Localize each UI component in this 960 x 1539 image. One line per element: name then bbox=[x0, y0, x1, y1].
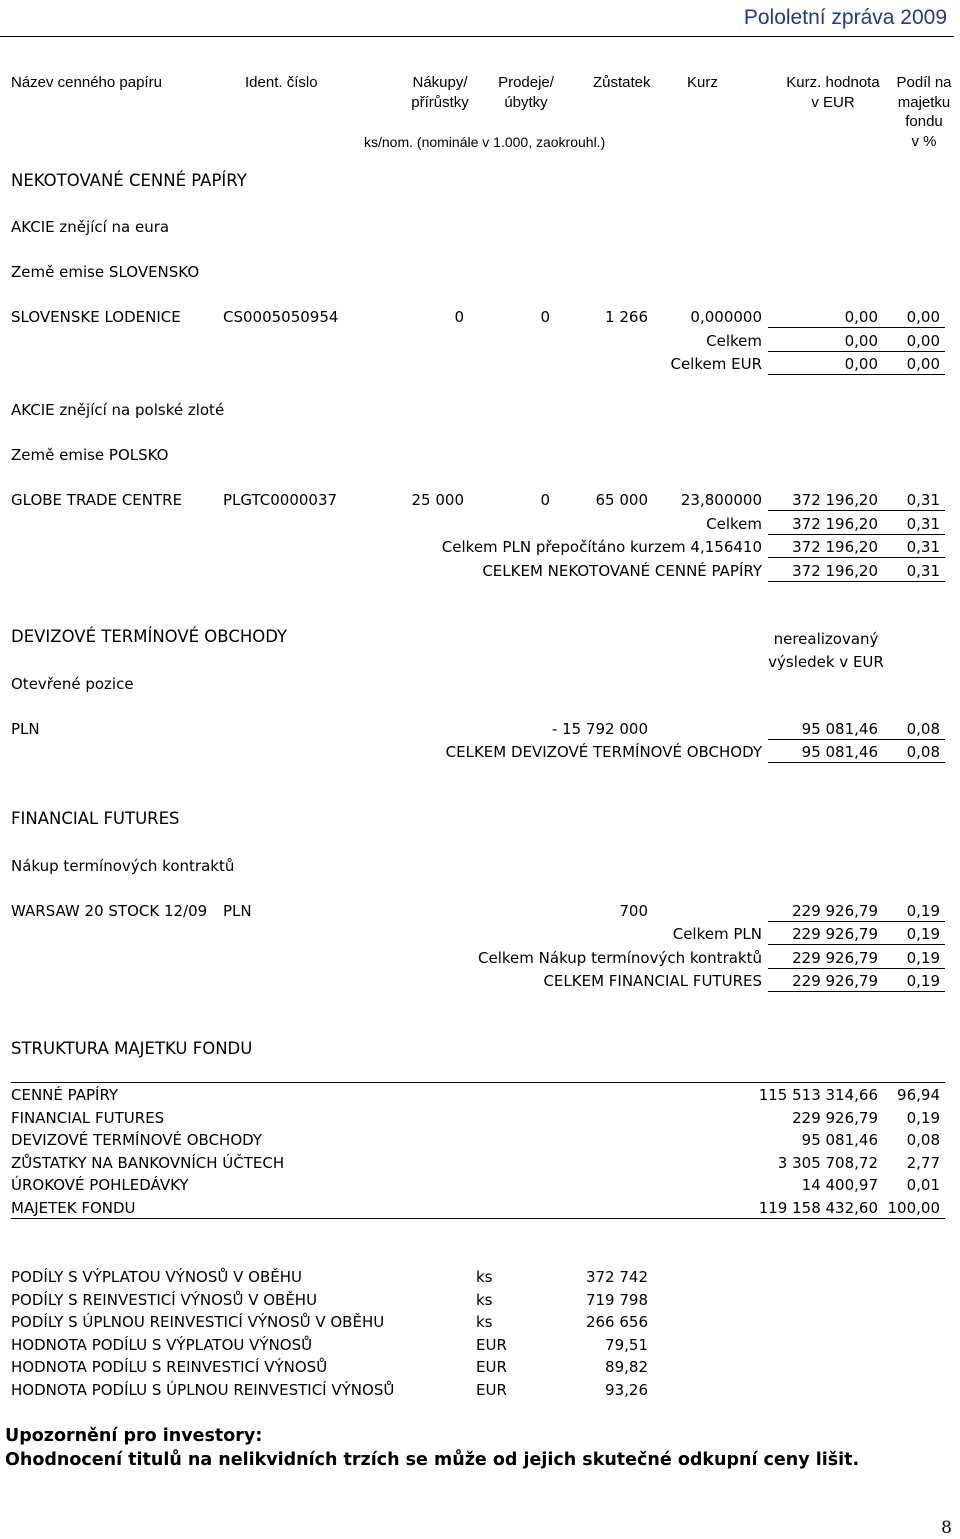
share: 100,00 bbox=[887, 1199, 940, 1217]
balance: - 15 792 000 bbox=[551, 720, 648, 738]
units-unit: EUR bbox=[476, 1381, 507, 1399]
col-unrealized-2: výsledek v EUR bbox=[768, 653, 884, 671]
col-share-4: v % bbox=[911, 133, 937, 150]
sales: 0 bbox=[540, 308, 550, 326]
security-name: SLOVENSKE LODENICE bbox=[11, 308, 181, 326]
value: 372 196,20 bbox=[792, 562, 878, 580]
subtotal-label: Celkem PLN přepočítáno kurzem 4,156410 bbox=[441, 538, 762, 556]
value: 0,00 bbox=[844, 308, 878, 326]
share: 0,19 bbox=[906, 1109, 940, 1127]
value: 0,00 bbox=[844, 355, 878, 373]
total-label: CELKEM DEVIZOVÉ TERMÍNOVÉ OBCHODY bbox=[445, 743, 762, 761]
underline bbox=[768, 534, 945, 535]
subtotal-label: Celkem bbox=[706, 332, 762, 350]
value: 0,00 bbox=[844, 332, 878, 350]
value: 229 926,79 bbox=[792, 925, 878, 943]
balance: 700 bbox=[619, 902, 648, 920]
units-label: PODÍLY S ÚPLNOU REINVESTICÍ VÝNOSŮ V OBĚHU bbox=[11, 1313, 385, 1331]
section-title: STRUKTURA MAJETKU FONDU bbox=[11, 1039, 253, 1058]
share: 0,19 bbox=[906, 972, 940, 990]
units-label: PODÍLY S REINVESTICÍ VÝNOSŮ V OBĚHU bbox=[11, 1291, 318, 1309]
structure-label: CENNÉ PAPÍRY bbox=[11, 1086, 119, 1104]
col-sell-2: úbytky bbox=[504, 94, 548, 111]
subtotal-label: Celkem EUR bbox=[670, 355, 762, 373]
col-rate: Kurz bbox=[687, 74, 718, 91]
rate: 23,800000 bbox=[680, 491, 762, 509]
section-title: DEVIZOVÉ TERMÍNOVÉ OBCHODY bbox=[11, 627, 288, 646]
units-value: 719 798 bbox=[585, 1291, 648, 1309]
value: 3 305 708,72 bbox=[777, 1154, 878, 1172]
col-unrealized: nerealizovaný bbox=[773, 630, 879, 648]
units-value: 372 742 bbox=[585, 1268, 648, 1286]
units-value: 266 656 bbox=[585, 1313, 648, 1331]
value: 372 196,20 bbox=[792, 491, 878, 509]
currency: PLN bbox=[11, 720, 40, 738]
share: 0,08 bbox=[906, 720, 940, 738]
col-sell: Prodeje/ bbox=[498, 74, 554, 91]
share: 2,77 bbox=[906, 1154, 940, 1172]
col-buy-2: přírůstky bbox=[411, 94, 469, 111]
share: 0,00 bbox=[906, 355, 940, 373]
units-label: PODÍLY S VÝPLATOU VÝNOSŮ V OBĚHU bbox=[11, 1268, 302, 1286]
value: 95 081,46 bbox=[801, 1131, 878, 1149]
share: 0,31 bbox=[906, 538, 940, 556]
share: 0,08 bbox=[906, 743, 940, 761]
structure-label: MAJETEK FONDU bbox=[11, 1199, 136, 1217]
col-share: Podíl na bbox=[896, 74, 952, 91]
share: 0,31 bbox=[906, 491, 940, 509]
value: 119 158 432,60 bbox=[758, 1199, 878, 1217]
underline bbox=[768, 944, 945, 945]
country-label: Země emise SLOVENSKO bbox=[11, 263, 200, 281]
units-unit: ks bbox=[476, 1291, 493, 1309]
group-label: AKCIE znějící na polské zloté bbox=[11, 401, 225, 419]
share: 0,08 bbox=[906, 1131, 940, 1149]
share: 0,01 bbox=[906, 1176, 940, 1194]
value: 14 400,97 bbox=[801, 1176, 878, 1194]
underline bbox=[768, 581, 945, 582]
units-unit: ks bbox=[476, 1268, 493, 1286]
underline bbox=[768, 762, 945, 763]
security-name: GLOBE TRADE CENTRE bbox=[11, 491, 183, 509]
sub-label: Otevřené pozice bbox=[11, 675, 134, 693]
structure-label: DEVIZOVÉ TERMÍNOVÉ OBCHODY bbox=[11, 1131, 263, 1149]
warning-text: Ohodnocení titulů na nelikvidních trzích se může od jejich skutečné odkupní ceny lišit. bbox=[5, 1450, 860, 1470]
section-rule bbox=[11, 1082, 945, 1083]
security-ident: PLGTC0000037 bbox=[223, 491, 338, 509]
underline bbox=[768, 327, 945, 328]
underline bbox=[768, 510, 945, 511]
underline bbox=[768, 968, 945, 969]
total-label: CELKEM FINANCIAL FUTURES bbox=[543, 972, 762, 990]
rate: 0,000000 bbox=[690, 308, 762, 326]
col-value: Kurz. hodnota bbox=[786, 74, 880, 91]
units-value: 79,51 bbox=[605, 1336, 648, 1354]
units-unit: EUR bbox=[476, 1336, 507, 1354]
value: 115 513 314,66 bbox=[758, 1086, 878, 1104]
group-label: AKCIE znějící na eura bbox=[11, 218, 170, 236]
purchases: 0 bbox=[454, 308, 464, 326]
security-ident: CS0005050954 bbox=[223, 308, 339, 326]
total-label: CELKEM NEKOTOVANÉ CENNÉ PAPÍRY bbox=[482, 562, 762, 580]
sales: 0 bbox=[540, 491, 550, 509]
units-unit: ks bbox=[476, 1313, 493, 1331]
structure-label: ZŮSTATKY NA BANKOVNÍCH ÚČTECH bbox=[11, 1154, 285, 1172]
contract-name: WARSAW 20 STOCK 12/09 bbox=[11, 902, 208, 920]
underline bbox=[768, 739, 945, 740]
units-value: 93,26 bbox=[605, 1381, 648, 1399]
value: 372 196,20 bbox=[792, 515, 878, 533]
value: 229 926,79 bbox=[792, 1109, 878, 1127]
underline bbox=[768, 991, 945, 992]
value: 95 081,46 bbox=[801, 743, 878, 761]
units-value: 89,82 bbox=[605, 1358, 648, 1376]
contract-currency: PLN bbox=[223, 902, 252, 920]
share: 0,19 bbox=[906, 949, 940, 967]
underline bbox=[768, 351, 945, 352]
section-rule bbox=[11, 1218, 945, 1219]
col-ident: Ident. číslo bbox=[245, 74, 318, 91]
sub-label: Nákup termínových kontraktů bbox=[11, 857, 235, 875]
underline bbox=[768, 557, 945, 558]
share: 0,19 bbox=[906, 925, 940, 943]
value: 229 926,79 bbox=[792, 972, 878, 990]
balance: 1 266 bbox=[605, 308, 648, 326]
subtotal-label: Celkem PLN bbox=[672, 925, 762, 943]
header-rule bbox=[0, 36, 954, 37]
share: 0,19 bbox=[906, 902, 940, 920]
col-note: ks/nom. (nominále v 1.000, zaokrouhl.) bbox=[364, 134, 606, 150]
section-title: FINANCIAL FUTURES bbox=[11, 809, 180, 828]
col-value-2: v EUR bbox=[811, 94, 855, 111]
subtotal-label: Celkem bbox=[706, 515, 762, 533]
page-number: 8 bbox=[941, 1518, 952, 1538]
section-title: NEKOTOVANÉ CENNÉ PAPÍRY bbox=[11, 171, 247, 190]
share: 0,31 bbox=[906, 562, 940, 580]
col-buy: Nákupy/ bbox=[412, 74, 468, 91]
purchases: 25 000 bbox=[411, 491, 464, 509]
col-balance: Zůstatek bbox=[593, 74, 651, 91]
country-label: Země emise POLSKO bbox=[11, 446, 169, 464]
warning-title: Upozornění pro investory: bbox=[5, 1426, 263, 1446]
units-label: HODNOTA PODÍLU S ÚPLNOU REINVESTICÍ VÝNOSŮ bbox=[11, 1381, 395, 1399]
units-unit: EUR bbox=[476, 1358, 507, 1376]
subtotal-label: Celkem Nákup termínových kontraktů bbox=[478, 949, 762, 967]
units-label: HODNOTA PODÍLU S VÝPLATOU VÝNOSŮ bbox=[11, 1336, 313, 1354]
structure-label: FINANCIAL FUTURES bbox=[11, 1109, 165, 1127]
value: 372 196,20 bbox=[792, 538, 878, 556]
balance: 65 000 bbox=[595, 491, 648, 509]
underline bbox=[768, 921, 945, 922]
col-share-2: majetku bbox=[897, 94, 951, 111]
col-share-3: fondu bbox=[905, 113, 943, 130]
value: 95 081,46 bbox=[801, 720, 878, 738]
col-name: Název cenného papíru bbox=[11, 74, 162, 91]
underline bbox=[768, 374, 945, 375]
units-label: HODNOTA PODÍLU S REINVESTICÍ VÝNOSŮ bbox=[11, 1358, 328, 1376]
report-title: Pololetní zpráva 2009 bbox=[743, 6, 947, 29]
share: 0,00 bbox=[906, 332, 940, 350]
share: 0,00 bbox=[906, 308, 940, 326]
share: 0,31 bbox=[906, 515, 940, 533]
value: 229 926,79 bbox=[792, 902, 878, 920]
share: 96,94 bbox=[897, 1086, 940, 1104]
structure-label: ÚROKOVÉ POHLEDÁVKY bbox=[11, 1176, 189, 1194]
value: 229 926,79 bbox=[792, 949, 878, 967]
